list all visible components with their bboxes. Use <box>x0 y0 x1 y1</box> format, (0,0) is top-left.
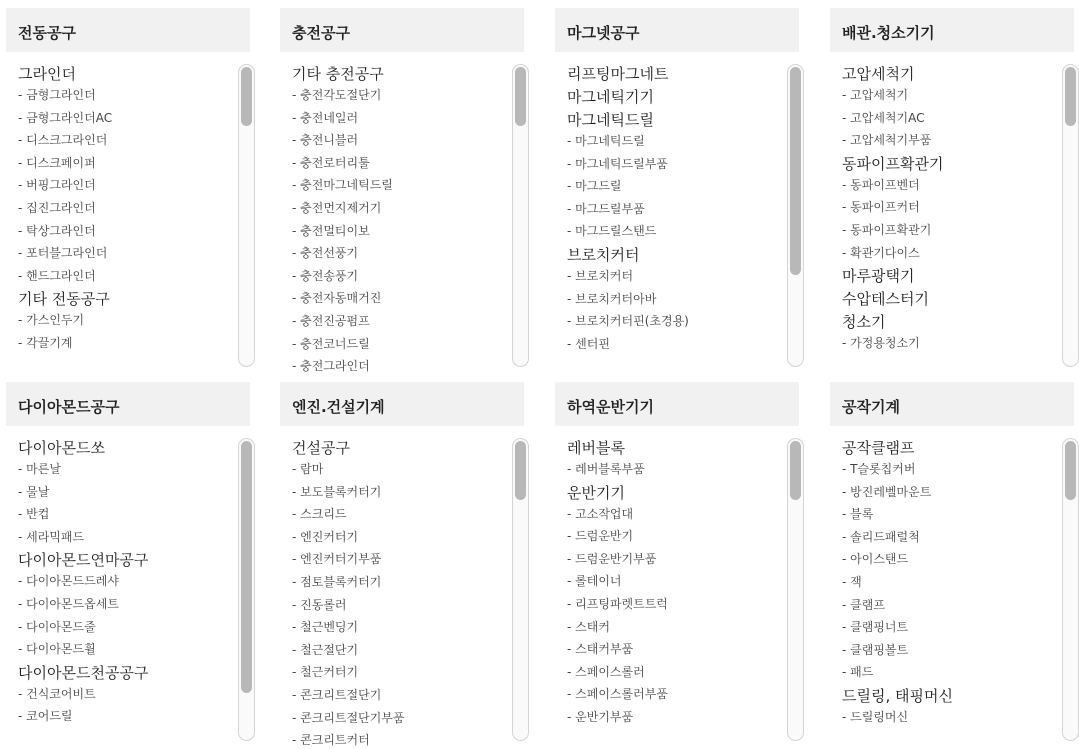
scrollbar-thumb[interactable] <box>790 67 801 275</box>
subcategory-link[interactable]: - 가정용청소기 <box>842 336 920 351</box>
scrollbar-thumb[interactable] <box>1065 441 1076 500</box>
scrollbar-thumb[interactable] <box>241 441 252 693</box>
subcategory-link[interactable]: - 철근벤딩기 <box>292 620 359 635</box>
subcategory-link[interactable]: - 브로치커터아바 <box>567 291 657 306</box>
subcategory-link[interactable]: - 센터핀 <box>567 336 610 351</box>
category-link[interactable]: 마루광택기 <box>842 267 915 286</box>
subcategory-link[interactable]: - 건식코어비트 <box>18 686 96 701</box>
subcategory-link[interactable]: - 동파이프벤더 <box>842 177 920 192</box>
category-link[interactable]: 동파이프확관기 <box>842 154 944 173</box>
subcategory-link[interactable]: - 콘크리트절단기 <box>292 687 382 702</box>
subcategory-link[interactable]: - 고소작업대 <box>567 506 634 521</box>
category-link[interactable]: 브로치커터 <box>567 245 640 264</box>
subcategory-link[interactable]: - 세라믹패드 <box>18 529 85 544</box>
panel-list <box>842 432 1052 732</box>
scrollbar-thumb[interactable] <box>241 67 252 126</box>
subcategory-link[interactable]: - 콘크리트커터 <box>292 733 370 748</box>
category-link[interactable]: 마그네틱기기 <box>567 88 654 106</box>
scrollbar-thumb[interactable] <box>515 67 526 126</box>
subcategory-link[interactable]: - T슬롯칩커버 <box>842 462 916 476</box>
subcategory-link[interactable]: - 코어드릴 <box>18 709 73 724</box>
category-link[interactable]: 고압세척기 <box>842 65 915 83</box>
panel-title[interactable]: 하역운반기기 <box>555 382 799 426</box>
panel-list <box>18 432 228 732</box>
scrollbar-track[interactable] <box>238 64 255 367</box>
subcategory-link[interactable]: - 마그네틱드릴부품 <box>567 156 668 171</box>
category-panel <box>0 374 250 736</box>
subcategory-link[interactable]: - 보도블록커터기 <box>292 484 382 499</box>
subcategory-link[interactable]: - 반컵 <box>18 507 50 522</box>
subcategory-link[interactable]: - 람마 <box>292 462 324 476</box>
subcategory-link[interactable]: - 충전로터리툴 <box>292 155 370 170</box>
category-link[interactable]: 레버블록 <box>567 439 625 457</box>
subcategory-link[interactable]: - 다이아몬드휠 <box>18 642 96 657</box>
panel-list <box>292 58 502 374</box>
subcategory-link[interactable]: - 충전진공펌프 <box>292 313 370 328</box>
panel-title[interactable]: 배관.청소기기 <box>830 8 1074 52</box>
subcategory-link[interactable]: - 리프팅파렛트트럭 <box>567 596 668 611</box>
subcategory-link[interactable]: - 스태커부품 <box>567 642 634 657</box>
category-link[interactable]: 드릴링, 태핑머신 <box>842 686 953 705</box>
subcategory-link[interactable]: - 패드 <box>842 665 874 680</box>
subcategory-link[interactable]: - 충전자동매거진 <box>292 291 382 306</box>
subcategory-link[interactable]: - 마른날 <box>18 462 61 476</box>
panel-title[interactable]: 마그넷공구 <box>555 8 799 52</box>
subcategory-link[interactable]: - 충전먼지제거기 <box>292 200 382 215</box>
subcategory-link[interactable]: - 탁상그라인더 <box>18 223 96 238</box>
subcategory-link[interactable]: - 충전각도절단기 <box>292 88 382 102</box>
panel-title[interactable]: 공작기계 <box>830 382 1074 426</box>
panel-title[interactable]: 충전공구 <box>280 8 524 52</box>
subcategory-link[interactable]: - 마그드릴스탠드 <box>567 224 657 239</box>
subcategory-link[interactable]: - 핸드그라인더 <box>18 268 96 283</box>
subcategory-link[interactable]: - 충전코너드릴 <box>292 336 370 351</box>
category-link[interactable]: 기타 전동공구 <box>18 290 110 309</box>
subcategory-link[interactable]: - 충전그라인더 <box>292 359 370 374</box>
subcategory-link[interactable]: - 고압세척기AC <box>842 110 925 125</box>
panel-title[interactable]: 다이아몬드공구 <box>6 382 250 426</box>
category-panel <box>549 0 799 362</box>
subcategory-link[interactable]: - 충전송풍기 <box>292 268 359 283</box>
category-link[interactable]: 수압테스터기 <box>842 290 929 309</box>
category-link[interactable]: 다이아몬드쏘 <box>18 439 105 457</box>
subcategory-link[interactable]: - 충전선풍기 <box>292 246 359 261</box>
subcategory-link[interactable]: - 드럼운반기부품 <box>567 551 657 566</box>
subcategory-link[interactable]: - 레버블록부품 <box>567 462 645 476</box>
category-panel <box>274 374 524 748</box>
category-link[interactable]: 리프팅마그네트 <box>567 65 669 83</box>
scrollbar-thumb[interactable] <box>1065 67 1076 126</box>
panel-title[interactable]: 엔진.건설기계 <box>280 382 524 426</box>
subcategory-link[interactable]: - 확관기다이스 <box>842 245 920 260</box>
subcategory-link[interactable]: - 집진그라인더 <box>18 200 96 215</box>
panel-list <box>567 58 777 358</box>
subcategory-link[interactable]: - 다이아몬드줄 <box>18 619 96 634</box>
category-link[interactable]: 마그네틱드릴 <box>567 111 654 129</box>
subcategory-link[interactable]: - 충전마그네틱드릴 <box>292 178 393 193</box>
subcategory-link[interactable]: - 스페이스롤러 <box>567 664 645 679</box>
subcategory-link[interactable]: - 금형그라인더 <box>18 88 96 102</box>
subcategory-link[interactable]: - 브로치커터핀(초경용) <box>567 314 689 329</box>
subcategory-link[interactable]: - 가스인두기 <box>18 313 85 328</box>
scrollbar-track[interactable] <box>787 438 804 741</box>
subcategory-link[interactable]: - 충전멀티이보 <box>292 223 370 238</box>
panel-list <box>567 432 777 732</box>
subcategory-link[interactable]: - 드릴링머신 <box>842 709 909 724</box>
panel-list <box>292 432 502 748</box>
category-link[interactable]: 건설공구 <box>292 439 350 457</box>
category-panel <box>549 374 799 736</box>
subcategory-link[interactable]: - 점토블록커터기 <box>292 574 382 589</box>
category-panel <box>824 374 1074 736</box>
subcategory-link[interactable]: - 철근커터기 <box>292 665 359 680</box>
subcategory-link[interactable]: - 운반기부품 <box>567 709 634 724</box>
subcategory-link[interactable]: - 롤테이너 <box>567 574 622 589</box>
subcategory-link[interactable]: - 진동롤러 <box>292 597 347 612</box>
subcategory-link[interactable]: - 마그드릴 <box>567 179 622 194</box>
subcategory-link[interactable]: - 드럼운반기 <box>567 529 634 544</box>
category-link[interactable]: 다이아몬드천공공구 <box>18 663 149 682</box>
subcategory-link[interactable]: - 충전네일러 <box>292 110 359 125</box>
subcategory-link[interactable]: - 콘크리트절단기부품 <box>292 710 405 725</box>
subcategory-link[interactable]: - 아이스탠드 <box>842 552 909 567</box>
subcategory-link[interactable]: - 포터블그라인더 <box>18 246 108 261</box>
subcategory-link[interactable]: - 철근절단기 <box>292 642 359 657</box>
category-panel <box>0 0 250 362</box>
scrollbar-thumb[interactable] <box>790 441 801 500</box>
subcategory-link[interactable]: - 물날 <box>18 484 50 499</box>
subcategory-link[interactable]: - 엔진커터기 <box>292 529 359 544</box>
panel-list <box>18 58 228 358</box>
scrollbar-track[interactable] <box>1062 64 1079 367</box>
subcategory-link[interactable]: - 스태커 <box>567 619 610 634</box>
subcategory-link[interactable]: - 동파이프확관기 <box>842 222 932 237</box>
category-panel <box>274 0 524 374</box>
subcategory-link[interactable]: - 고압세척기 <box>842 88 909 102</box>
panel-list <box>842 58 1052 358</box>
subcategory-link[interactable]: - 디스크그라인더 <box>18 133 108 148</box>
subcategory-link[interactable]: - 다이아몬드옵세트 <box>18 596 119 611</box>
category-link[interactable]: 기타 충전공구 <box>292 65 384 83</box>
subcategory-link[interactable]: - 솔리드패럴척 <box>842 529 920 544</box>
scrollbar-track[interactable] <box>512 438 529 741</box>
subcategory-link[interactable]: - 디스크페이퍼 <box>18 155 96 170</box>
panel-title[interactable]: 전동공구 <box>6 8 250 52</box>
subcategory-link[interactable]: - 각끌기계 <box>18 335 73 350</box>
scrollbar-track[interactable] <box>787 64 804 367</box>
subcategory-link[interactable]: - 브로치커터 <box>567 268 634 283</box>
subcategory-link[interactable]: - 마그네틱드릴 <box>567 134 645 148</box>
scrollbar-track[interactable] <box>238 438 255 741</box>
category-panel <box>824 0 1074 362</box>
category-link[interactable]: 공작클램프 <box>842 439 915 457</box>
subcategory-link[interactable]: - 고압세척기부품 <box>842 133 932 148</box>
subcategory-link[interactable]: - 동파이프커터 <box>842 200 920 215</box>
category-link[interactable]: 청소기 <box>842 313 886 332</box>
subcategory-link[interactable]: - 클램핑볼트 <box>842 642 909 657</box>
subcategory-link[interactable]: - 버핑그라인더 <box>18 178 96 193</box>
subcategory-link[interactable]: - 블록 <box>842 507 874 522</box>
scrollbar-track[interactable] <box>512 64 529 367</box>
subcategory-link[interactable]: - 충전니블러 <box>292 133 359 148</box>
subcategory-link[interactable]: - 스페이스롤러부품 <box>567 687 668 702</box>
subcategory-link[interactable]: - 방진레벨마운트 <box>842 484 932 499</box>
category-link[interactable]: 그라인더 <box>18 65 76 83</box>
category-link[interactable]: 다이아몬드연마공구 <box>18 551 149 570</box>
subcategory-link[interactable]: - 엔진커터기부품 <box>292 552 382 567</box>
subcategory-link[interactable]: - 다이아몬드드레샤 <box>18 574 119 589</box>
scrollbar-thumb[interactable] <box>515 441 526 500</box>
subcategory-link[interactable]: - 마그드릴부품 <box>567 201 645 216</box>
subcategory-link[interactable]: - 클램핑너트 <box>842 620 909 635</box>
category-link[interactable]: 운반기기 <box>567 483 625 502</box>
subcategory-link[interactable]: - 금형그라인더AC <box>18 110 113 125</box>
subcategory-link[interactable]: - 클램프 <box>842 597 885 612</box>
scrollbar-track[interactable] <box>1062 438 1079 741</box>
subcategory-link[interactable]: - 잭 <box>842 574 862 589</box>
subcategory-link[interactable]: - 스크리드 <box>292 507 347 522</box>
